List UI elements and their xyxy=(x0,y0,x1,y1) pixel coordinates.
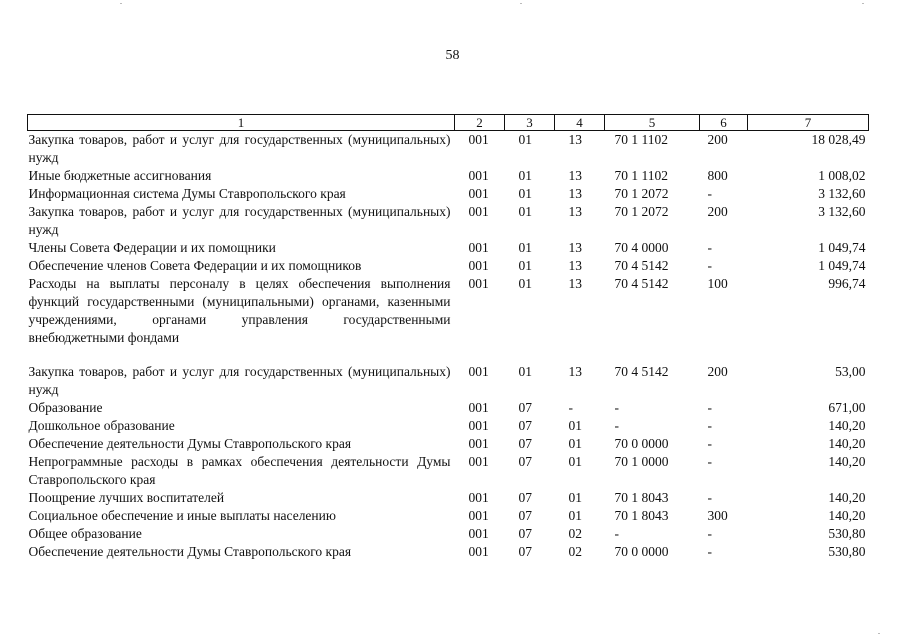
row-code-2: 001 xyxy=(468,436,489,451)
row-code-6: - xyxy=(707,258,712,273)
row-code-4: 01 xyxy=(568,490,582,505)
row-code-3: 01 xyxy=(518,168,532,183)
row-code-5: 70 1 1102 xyxy=(614,168,668,183)
header-col-6: 6 xyxy=(700,115,748,131)
row-code-4: 13 xyxy=(568,258,582,273)
row-code-6: - xyxy=(707,526,712,541)
row-code-3: 07 xyxy=(518,436,532,451)
header-col-2: 2 xyxy=(455,115,505,131)
row-code-5: 70 1 0000 xyxy=(614,454,669,469)
table-row xyxy=(28,543,869,561)
row-code-3: 01 xyxy=(518,240,532,255)
table-row xyxy=(28,435,869,453)
row-amount: 1 049,74 xyxy=(818,240,866,255)
table-row xyxy=(28,275,869,347)
row-code-2: 001 xyxy=(468,204,489,219)
row-code-5: - xyxy=(614,526,619,541)
row-code-6: 200 xyxy=(707,204,728,219)
row-code-5: 70 0 0000 xyxy=(614,436,669,451)
row-code-6: - xyxy=(707,544,712,559)
row-code-6: 100 xyxy=(707,276,728,291)
row-code-2: 001 xyxy=(468,400,489,415)
row-code-5: - xyxy=(614,400,619,415)
row-code-5: 70 4 0000 xyxy=(614,240,669,255)
row-name: Информационная система Думы Ставропольского края xyxy=(28,186,346,201)
row-code-6: 200 xyxy=(707,364,728,379)
scan-speck xyxy=(878,633,880,634)
row-name: Обеспечение деятельности Думы Ставропольского края xyxy=(28,544,352,559)
row-code-3: 01 xyxy=(518,204,532,219)
row-name: Общее образование xyxy=(28,526,142,541)
table-row xyxy=(28,417,869,435)
row-code-6: - xyxy=(707,418,712,433)
row-amount: 140,20 xyxy=(828,436,866,451)
header-col-4: 4 xyxy=(555,115,605,131)
row-code-4: 13 xyxy=(568,276,582,291)
row-code-2: 001 xyxy=(468,490,489,505)
row-amount: 140,20 xyxy=(828,490,866,505)
row-code-3: 07 xyxy=(518,544,532,559)
row-amount: 140,20 xyxy=(828,418,866,433)
row-code-3: 07 xyxy=(518,400,532,415)
row-code-4: 13 xyxy=(568,168,582,183)
row-amount: 530,80 xyxy=(828,544,866,559)
row-code-3: 01 xyxy=(518,258,532,273)
table-row xyxy=(28,131,869,168)
row-code-4: 01 xyxy=(568,454,582,469)
table-row xyxy=(28,507,869,525)
row-code-6: - xyxy=(707,490,712,505)
row-amount: 1 049,74 xyxy=(818,258,866,273)
row-code-4: 02 xyxy=(568,544,582,559)
row-amount: 3 132,60 xyxy=(818,186,866,201)
row-code-3: 07 xyxy=(518,418,532,433)
row-code-6: 800 xyxy=(707,168,728,183)
row-code-2: 001 xyxy=(468,186,489,201)
header-col-3: 3 xyxy=(505,115,555,131)
table-row xyxy=(28,453,869,489)
table-body xyxy=(28,131,869,562)
row-code-5: 70 4 5142 xyxy=(614,364,669,379)
row-code-4: 13 xyxy=(568,240,582,255)
row-code-5: 70 1 8043 xyxy=(614,490,669,505)
scan-speck xyxy=(120,3,122,4)
row-code-3: 07 xyxy=(518,490,532,505)
row-amount: 140,20 xyxy=(828,454,866,469)
row-code-2: 001 xyxy=(468,526,489,541)
row-code-4: - xyxy=(568,400,573,415)
row-code-3: 07 xyxy=(518,508,532,523)
scan-speck xyxy=(520,3,522,4)
row-code-4: 02 xyxy=(568,526,582,541)
row-code-6: - xyxy=(707,454,712,469)
row-amount: 996,74 xyxy=(828,276,866,291)
row-code-2: 001 xyxy=(468,544,489,559)
row-name: Члены Совета Федерации и их помощники xyxy=(28,240,276,255)
row-name: Иные бюджетные ассигнования xyxy=(28,168,212,183)
row-name: Закупка товаров, работ и услуг для государственных (муниципальных) нужд xyxy=(28,204,451,237)
table-row xyxy=(28,399,869,417)
row-code-6: - xyxy=(707,400,712,415)
row-code-2: 001 xyxy=(468,168,489,183)
row-code-5: 70 1 2072 xyxy=(614,186,669,201)
row-amount: 3 132,60 xyxy=(818,204,866,219)
table-row xyxy=(28,525,869,543)
row-code-4: 13 xyxy=(568,364,582,379)
row-code-3: 01 xyxy=(518,132,532,147)
row-name: Дошкольное образование xyxy=(28,418,175,433)
row-code-3: 07 xyxy=(518,454,532,469)
row-code-5: 70 1 8043 xyxy=(614,508,669,523)
row-name: Расходы на выплаты персоналу в целях обеспечения выполнения функций государственными (муниципальными) органами, казенными учреждениями, органами управления государственными внебюджетными фондами xyxy=(28,276,451,345)
row-code-4: 01 xyxy=(568,508,582,523)
table-row xyxy=(28,347,869,399)
row-code-2: 001 xyxy=(468,132,489,147)
table-row xyxy=(28,167,869,185)
table-row xyxy=(28,257,869,275)
row-amount: 671,00 xyxy=(828,400,866,415)
row-code-2: 001 xyxy=(468,508,489,523)
scan-speck xyxy=(862,3,864,4)
budget-table xyxy=(27,114,869,561)
header-row xyxy=(28,115,869,131)
row-code-2: 001 xyxy=(468,240,489,255)
row-code-6: - xyxy=(707,436,712,451)
header-col-1: 1 xyxy=(28,115,455,131)
row-code-5: 70 4 5142 xyxy=(614,276,669,291)
row-amount: 530,80 xyxy=(828,526,866,541)
row-name: Закупка товаров, работ и услуг для государственных (муниципальных) нужд xyxy=(28,132,451,165)
row-code-4: 01 xyxy=(568,418,582,433)
row-code-2: 001 xyxy=(468,276,489,291)
row-code-5: 70 1 2072 xyxy=(614,204,669,219)
header-col-7: 7 xyxy=(748,115,869,131)
row-code-2: 001 xyxy=(468,418,489,433)
row-name: Обеспечение членов Совета Федерации и их помощников xyxy=(28,258,362,273)
row-code-5: 70 1 1102 xyxy=(614,132,668,147)
row-code-6: - xyxy=(707,240,712,255)
row-code-6: 200 xyxy=(707,132,728,147)
row-code-3: 07 xyxy=(518,526,532,541)
row-code-3: 01 xyxy=(518,276,532,291)
row-code-4: 13 xyxy=(568,204,582,219)
row-code-4: 13 xyxy=(568,186,582,201)
row-code-5: 70 4 5142 xyxy=(614,258,669,273)
table-row xyxy=(28,239,869,257)
row-code-4: 13 xyxy=(568,132,582,147)
row-name: Закупка товаров, работ и услуг для государственных (муниципальных) нужд xyxy=(28,364,451,397)
header-col-5: 5 xyxy=(605,115,700,131)
row-code-2: 001 xyxy=(468,454,489,469)
row-code-6: - xyxy=(707,186,712,201)
row-name: Поощрение лучших воспитателей xyxy=(28,490,225,505)
row-code-5: - xyxy=(614,418,619,433)
row-code-4: 01 xyxy=(568,436,582,451)
row-code-5: 70 0 0000 xyxy=(614,544,669,559)
table-row xyxy=(28,489,869,507)
row-name: Образование xyxy=(28,400,103,415)
table-row xyxy=(28,185,869,203)
row-code-2: 001 xyxy=(468,364,489,379)
row-code-6: 300 xyxy=(707,508,728,523)
row-code-2: 001 xyxy=(468,258,489,273)
row-code-3: 01 xyxy=(518,186,532,201)
page-number: 58 xyxy=(445,48,460,63)
row-name: Социальное обеспечение и иные выплаты населению xyxy=(28,508,336,523)
row-amount: 53,00 xyxy=(835,364,866,379)
row-name: Непрограммные расходы в рамках обеспечения деятельности Думы Ставропольского края xyxy=(28,454,451,487)
row-amount: 140,20 xyxy=(828,508,866,523)
table-row xyxy=(28,203,869,239)
row-name: Обеспечение деятельности Думы Ставропольского края xyxy=(28,436,352,451)
row-code-3: 01 xyxy=(518,364,532,379)
row-amount: 18 028,49 xyxy=(811,132,866,147)
row-amount: 1 008,02 xyxy=(818,168,866,183)
